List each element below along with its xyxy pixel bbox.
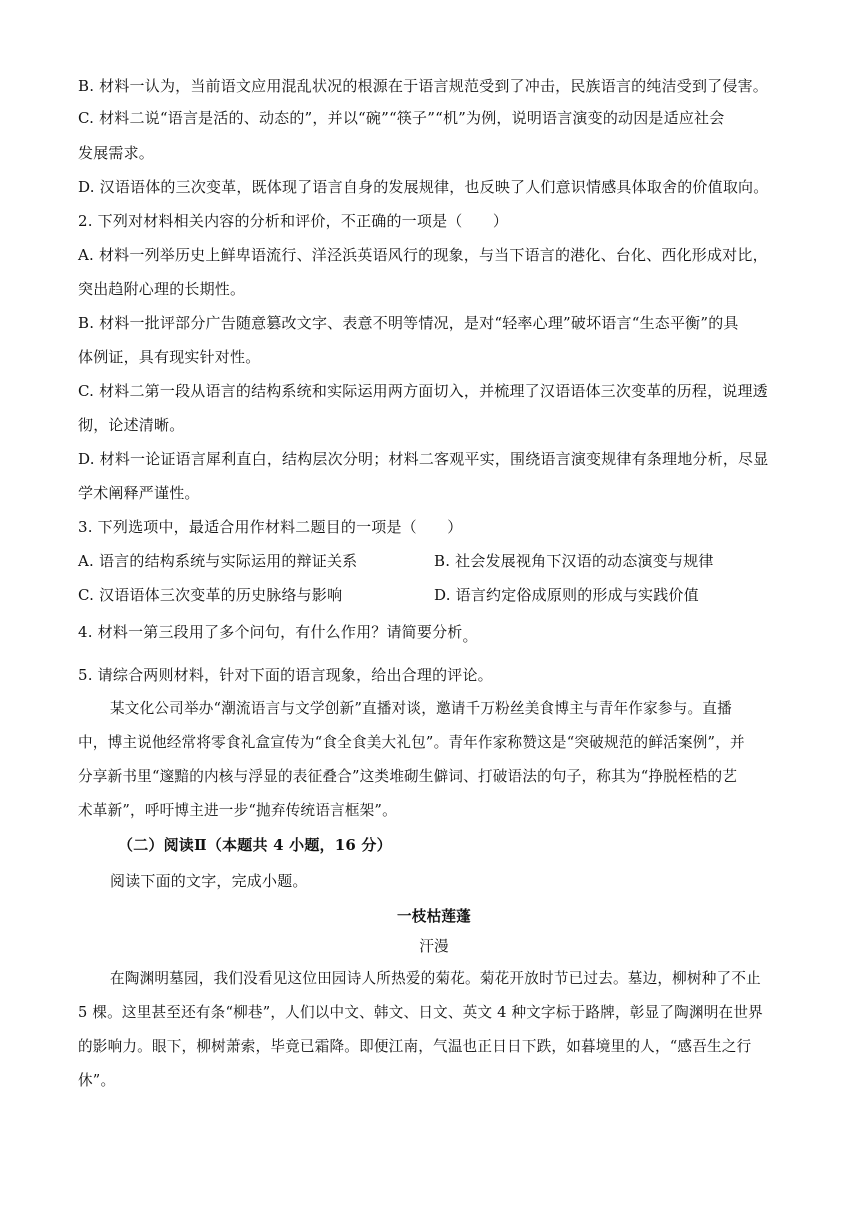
option-d-q2-cont: 学术阐释严谨性。 [78,484,200,502]
option-c-q1: C. 材料二说“语言是活的、动态的”，并以“碗”“筷子”“机”为例，说明语言演变的动因是适应社会 [78,109,725,127]
option-a-q3: A. 语言的结构系统与实际运用的辩证关系 [78,552,358,570]
option-a-q2: A. 材料一列举历史上鲜卑语流行、洋泾浜英语风行的现象，与当下语言的港化、台化、西化形成对比， [78,246,768,264]
material-para-line2: 中，博主说他经常将零食礼盒宣传为“食全食美大礼包”。青年作家称赞这是“突破规范的鲜活案例”，并 [78,734,745,751]
section-heading: （二）阅读Ⅱ（本题共 4 小题，16 分） [118,836,392,854]
option-b-q2-cont: 体例证，具有现实针对性。 [78,348,261,366]
article-para-line3: 的影响力。眼下，柳树萧索，毕竟已霜降。即便江南，气温也正日日下跌，如暮境里的人，“感吾生之行 [78,1038,752,1055]
question-4-text: 4. 材料一第三段用了多个问句，有什么作用？请简要分析 [78,623,463,641]
article-para-line2: 5 棵。这里甚至还有条“柳巷”，人们以中文、韩文、日文、英文 4 种文字标于路牌，彰显了陶渊明在世界 [78,1004,763,1021]
option-d-q2: D. 材料一论证语言犀利直白，结构层次分明；材料二客观平实，围绕语言演变规律有条理地分析，尽显 [78,450,769,468]
option-c-q3: C. 汉语语体三次变革的历史脉络与影响 [78,586,343,604]
option-c-q1-cont: 发展需求。 [78,144,155,162]
material-para-line3: 分享新书里“邃黯的内核与浮显的表征叠合”这类堆砌生僻词、打破语法的句子，称其为“挣脱桎梏的艺 [78,768,738,785]
option-d-q1: D. 汉语语体的三次变革，既体现了语言自身的发展规律，也反映了人们意识情感具体取舍的价值取向。 [78,178,769,196]
material-para-line4: 术革新”，呼吁博主进一步“抛弃传统语言框架”。 [78,802,397,819]
article-author: 汗漫 [419,938,449,955]
question-4 [78,622,790,645]
option-b-q3: B. 社会发展视角下汉语的动态演变与规律 [434,552,714,570]
option-a-q2-cont: 突出趋附心理的长期性。 [78,280,246,298]
option-c-q2-cont: 彻，论述清晰。 [78,416,185,434]
article-para-line1: 在陶渊明墓园，我们没看见这位田园诗人所热爱的菊花。菊花开放时节已过去。墓边，柳树种了不止 [110,970,761,987]
question-4-dot: 。 [462,627,478,645]
instruction: 阅读下面的文字，完成小题。 [110,872,308,890]
option-b-q2: B. 材料一批评部分广告随意篡改文字、表意不明等情况，是对“轻率心理”破坏语言“生态平衡”的具 [78,314,739,332]
question-2: 2. 下列对材料相关内容的分析和评价，不正确的一项是（ ） [78,212,509,230]
question-3: 3. 下列选项中，最适合用作材料二题目的一项是（ ） [78,518,463,536]
article-title: 一枝枯莲蓬 [397,908,471,925]
question-5: 5. 请综合两则材料，针对下面的语言现象，给出合理的评论。 [78,666,493,684]
option-d-q3: D. 语言约定俗成原则的形成与实践价值 [434,586,699,604]
article-para-line4: 休”。 [78,1072,116,1089]
option-b-q1: B. 材料一认为，当前语文应用混乱状况的根源在于语言规范受到了冲击，民族语言的纯洁受到了侵害。 [78,77,768,95]
option-c-q2: C. 材料二第一段从语言的结构系统和实际运用两方面切入，并梳理了汉语语体三次变革的历程，说理透 [78,382,768,400]
material-para-line1: 某文化公司举办“潮流语言与文学创新”直播对谈，邀请千万粉丝美食博主与青年作家参与。直播 [110,700,732,717]
